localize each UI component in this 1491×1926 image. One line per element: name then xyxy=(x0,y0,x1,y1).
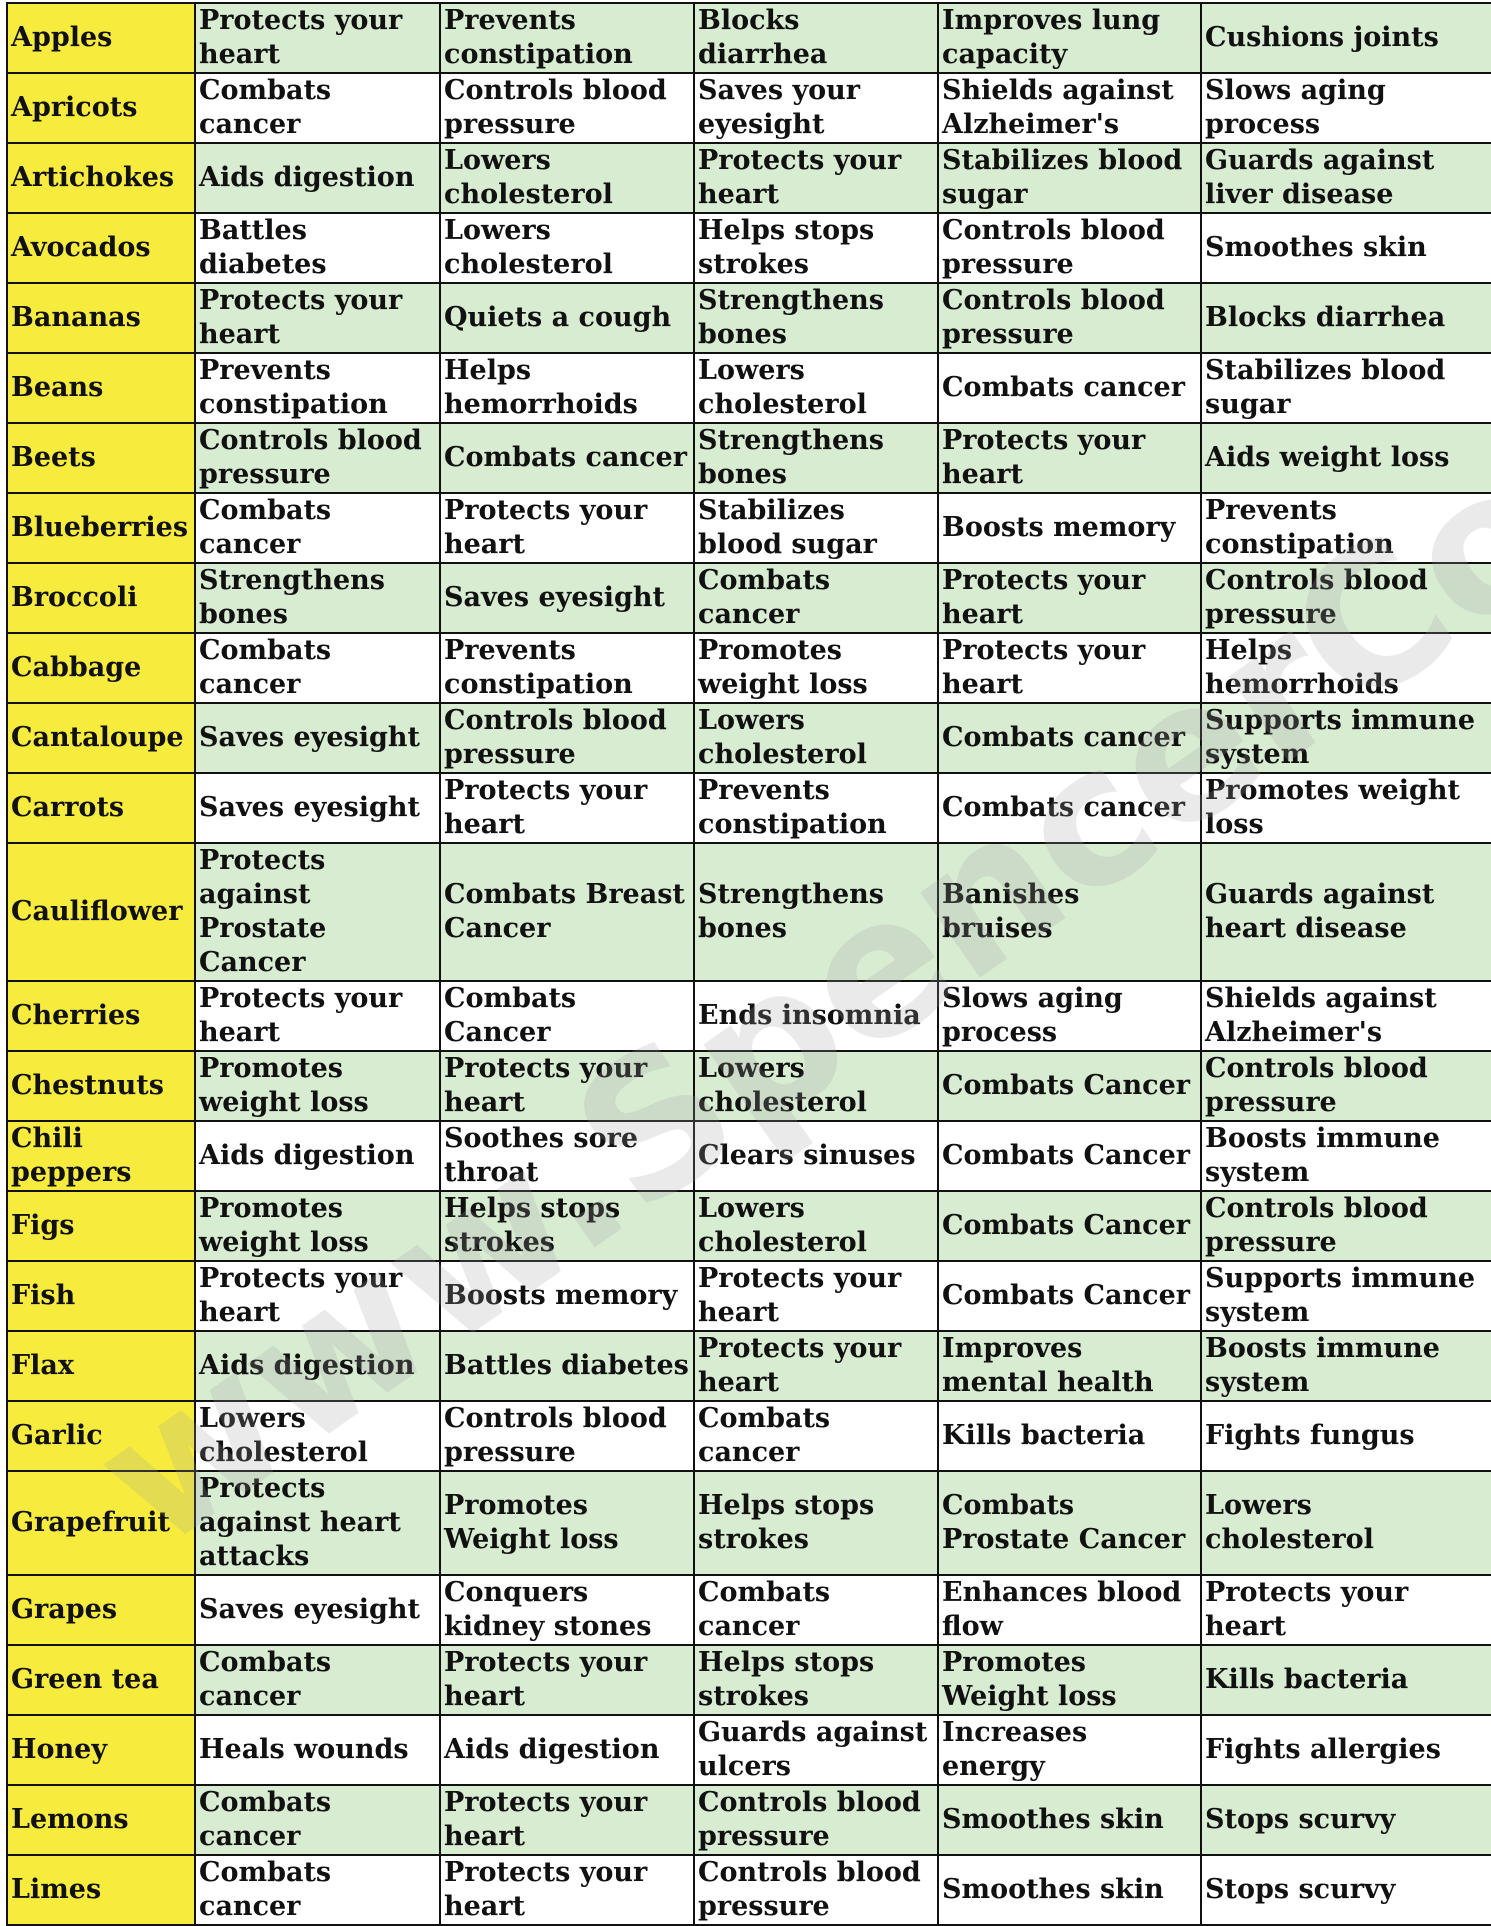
food-name-cell: Figs xyxy=(7,1191,195,1261)
benefit-cell: Protects your heart xyxy=(938,423,1201,493)
benefit-cell: Protects your heart xyxy=(1201,1575,1491,1645)
table-row xyxy=(7,1401,1491,1471)
food-name-cell: Apples xyxy=(7,3,195,73)
benefit-cell: Combats Cancer xyxy=(938,1121,1201,1191)
benefit-cell: Protects your heart xyxy=(195,3,440,73)
benefit-cell: Prevents constipation xyxy=(440,633,694,703)
benefit-cell: Strengthens bones xyxy=(694,423,938,493)
food-name-cell: Grapefruit xyxy=(7,1471,195,1575)
table-row xyxy=(7,1051,1491,1121)
benefit-cell: Prevents constipation xyxy=(440,3,694,73)
benefit-cell: Smoothes skin xyxy=(938,1855,1201,1925)
benefit-cell: Helps hemorrhoids xyxy=(1201,633,1491,703)
benefit-cell: Protects your heart xyxy=(440,1645,694,1715)
benefit-cell: Protects your heart xyxy=(195,283,440,353)
benefit-cell: Aids digestion xyxy=(195,143,440,213)
table-row xyxy=(7,1785,1491,1855)
food-name-cell: Limes xyxy=(7,1855,195,1925)
benefit-cell: Combats Breast Cancer xyxy=(440,843,694,981)
food-name-cell: Grapes xyxy=(7,1575,195,1645)
benefit-cell: Promotes weight loss xyxy=(195,1051,440,1121)
table-row xyxy=(7,1715,1491,1785)
benefit-cell: Stops scurvy xyxy=(1201,1785,1491,1855)
benefit-cell: Combats cancer xyxy=(440,423,694,493)
food-name-cell: Cherries xyxy=(7,981,195,1051)
table-row xyxy=(7,73,1491,143)
benefit-cell: Combats cancer xyxy=(694,1575,938,1645)
food-name-cell: Bananas xyxy=(7,283,195,353)
benefit-cell: Lowers cholesterol xyxy=(694,1191,938,1261)
benefit-cell: Saves eyesight xyxy=(195,773,440,843)
food-name-cell: Chili peppers xyxy=(7,1121,195,1191)
food-name-cell: Beets xyxy=(7,423,195,493)
benefit-cell: Controls blood pressure xyxy=(195,423,440,493)
benefit-cell: Combats Cancer xyxy=(938,1191,1201,1261)
food-benefits-table xyxy=(6,2,1491,1926)
benefit-cell: Battles diabetes xyxy=(440,1331,694,1401)
food-name-cell: Green tea xyxy=(7,1645,195,1715)
table-row xyxy=(7,1331,1491,1401)
benefit-cell: Supports immune system xyxy=(1201,703,1491,773)
benefit-cell: Saves your eyesight xyxy=(694,73,938,143)
benefit-cell: Controls blood pressure xyxy=(440,73,694,143)
benefit-cell: Lowers cholesterol xyxy=(440,213,694,283)
benefit-cell: Protects your heart xyxy=(440,1855,694,1925)
benefit-cell: Lowers cholesterol xyxy=(1201,1471,1491,1575)
table-row xyxy=(7,353,1491,423)
benefit-cell: Promotes Weight loss xyxy=(938,1645,1201,1715)
benefit-cell: Guards against ulcers xyxy=(694,1715,938,1785)
benefit-cell: Protects your heart xyxy=(440,1051,694,1121)
food-name-cell: Flax xyxy=(7,1331,195,1401)
benefit-cell: Protects your heart xyxy=(440,493,694,563)
benefit-cell: Aids digestion xyxy=(195,1331,440,1401)
table-row xyxy=(7,1855,1491,1925)
benefit-cell: Helps stops strokes xyxy=(694,213,938,283)
benefit-cell: Fights allergies xyxy=(1201,1715,1491,1785)
table-row xyxy=(7,773,1491,843)
benefit-cell: Stabilizes blood sugar xyxy=(1201,353,1491,423)
benefit-cell: Combats cancer xyxy=(694,1401,938,1471)
benefit-cell: Kills bacteria xyxy=(938,1401,1201,1471)
benefit-cell: Lowers cholesterol xyxy=(694,353,938,423)
benefit-cell: Saves eyesight xyxy=(195,1575,440,1645)
benefit-cell: Kills bacteria xyxy=(1201,1645,1491,1715)
benefit-cell: Enhances blood flow xyxy=(938,1575,1201,1645)
benefit-cell: Lowers cholesterol xyxy=(694,703,938,773)
table-row xyxy=(7,563,1491,633)
benefit-cell: Combats cancer xyxy=(938,773,1201,843)
benefit-cell: Controls blood pressure xyxy=(938,283,1201,353)
benefit-cell: Stabilizes blood sugar xyxy=(938,143,1201,213)
benefit-cell: Lowers cholesterol xyxy=(195,1401,440,1471)
benefit-cell: Slows aging process xyxy=(1201,73,1491,143)
benefit-cell: Controls blood pressure xyxy=(694,1855,938,1925)
benefit-cell: Strengthens bones xyxy=(195,563,440,633)
benefit-cell: Combats cancer xyxy=(195,1785,440,1855)
table-row xyxy=(7,1191,1491,1261)
benefit-cell: Shields against Alzheimer's xyxy=(938,73,1201,143)
benefit-cell: Blocks diarrhea xyxy=(694,3,938,73)
table-row xyxy=(7,633,1491,703)
benefit-cell: Slows aging process xyxy=(938,981,1201,1051)
food-name-cell: Broccoli xyxy=(7,563,195,633)
benefit-cell: Ends insomnia xyxy=(694,981,938,1051)
benefit-cell: Combats cancer xyxy=(195,1645,440,1715)
benefit-cell: Lowers cholesterol xyxy=(694,1051,938,1121)
benefit-cell: Smoothes skin xyxy=(1201,213,1491,283)
benefit-cell: Combats cancer xyxy=(195,73,440,143)
benefit-cell: Controls blood pressure xyxy=(1201,1051,1491,1121)
food-name-cell: Cauliflower xyxy=(7,843,195,981)
benefit-cell: Blocks diarrhea xyxy=(1201,283,1491,353)
benefit-cell: Boosts memory xyxy=(440,1261,694,1331)
table-row xyxy=(7,981,1491,1051)
benefit-cell: Aids digestion xyxy=(195,1121,440,1191)
benefit-cell: Protects your heart xyxy=(938,563,1201,633)
benefit-cell: Stabilizes blood sugar xyxy=(694,493,938,563)
benefit-cell: Fights fungus xyxy=(1201,1401,1491,1471)
benefit-cell: Combats Cancer xyxy=(938,1261,1201,1331)
food-name-cell: Cabbage xyxy=(7,633,195,703)
benefit-cell: Protects your heart xyxy=(694,1331,938,1401)
food-name-cell: Garlic xyxy=(7,1401,195,1471)
benefit-cell: Clears sinuses xyxy=(694,1121,938,1191)
table-row xyxy=(7,283,1491,353)
food-name-cell: Blueberries xyxy=(7,493,195,563)
benefit-cell: Conquers kidney stones xyxy=(440,1575,694,1645)
benefit-cell: Helps stops strokes xyxy=(694,1471,938,1575)
benefit-cell: Lowers cholesterol xyxy=(440,143,694,213)
table-body xyxy=(7,3,1491,1925)
benefit-cell: Guards against liver disease xyxy=(1201,143,1491,213)
benefit-cell: Protects your heart xyxy=(195,981,440,1051)
table-row xyxy=(7,703,1491,773)
benefit-cell: Aids digestion xyxy=(440,1715,694,1785)
table-row xyxy=(7,3,1491,73)
table-row xyxy=(7,493,1491,563)
benefit-cell: Promotes weight loss xyxy=(694,633,938,703)
benefit-cell: Combats cancer xyxy=(694,563,938,633)
benefit-cell: Controls blood pressure xyxy=(440,1401,694,1471)
table-row xyxy=(7,1121,1491,1191)
benefit-cell: Combats Prostate Cancer xyxy=(938,1471,1201,1575)
benefit-cell: Boosts memory xyxy=(938,493,1201,563)
benefit-cell: Promotes weight loss xyxy=(195,1191,440,1261)
table-row xyxy=(7,1471,1491,1575)
benefit-cell: Promotes weight loss xyxy=(1201,773,1491,843)
benefit-cell: Controls blood pressure xyxy=(1201,1191,1491,1261)
benefit-cell: Protects against Prostate Cancer xyxy=(195,843,440,981)
benefit-cell: Controls blood pressure xyxy=(1201,563,1491,633)
benefit-cell: Soothes sore throat xyxy=(440,1121,694,1191)
table-row xyxy=(7,843,1491,981)
benefit-cell: Smoothes skin xyxy=(938,1785,1201,1855)
benefit-cell: Protects your heart xyxy=(440,773,694,843)
benefit-cell: Prevents constipation xyxy=(694,773,938,843)
benefit-cell: Protects your heart xyxy=(938,633,1201,703)
benefit-cell: Guards against heart disease xyxy=(1201,843,1491,981)
benefit-cell: Controls blood pressure xyxy=(938,213,1201,283)
table-row xyxy=(7,1575,1491,1645)
food-name-cell: Apricots xyxy=(7,73,195,143)
benefit-cell: Protects your heart xyxy=(195,1261,440,1331)
benefit-cell: Prevents constipation xyxy=(1201,493,1491,563)
benefit-cell: Quiets a cough xyxy=(440,283,694,353)
benefit-cell: Combats cancer xyxy=(195,633,440,703)
benefit-cell: Protects your heart xyxy=(694,1261,938,1331)
food-name-cell: Lemons xyxy=(7,1785,195,1855)
benefit-cell: Boosts immune system xyxy=(1201,1121,1491,1191)
benefit-cell: Saves eyesight xyxy=(195,703,440,773)
benefit-cell: Strengthens bones xyxy=(694,843,938,981)
benefit-cell: Prevents constipation xyxy=(195,353,440,423)
table-row xyxy=(7,423,1491,493)
benefit-cell: Heals wounds xyxy=(195,1715,440,1785)
benefit-cell: Controls blood pressure xyxy=(440,703,694,773)
food-name-cell: Chestnuts xyxy=(7,1051,195,1121)
benefit-cell: Strengthens bones xyxy=(694,283,938,353)
benefit-cell: Supports immune system xyxy=(1201,1261,1491,1331)
benefit-cell: Combats cancer xyxy=(195,1855,440,1925)
table-row xyxy=(7,1645,1491,1715)
table-row xyxy=(7,1261,1491,1331)
table-row xyxy=(7,213,1491,283)
benefit-cell: Shields against Alzheimer's xyxy=(1201,981,1491,1051)
food-name-cell: Carrots xyxy=(7,773,195,843)
benefit-cell: Controls blood pressure xyxy=(694,1785,938,1855)
benefit-cell: Helps stops strokes xyxy=(440,1191,694,1261)
benefit-cell: Combats cancer xyxy=(195,493,440,563)
food-name-cell: Avocados xyxy=(7,213,195,283)
page xyxy=(6,2,1491,1922)
benefit-cell: Banishes bruises xyxy=(938,843,1201,981)
benefit-cell: Protects your heart xyxy=(694,143,938,213)
benefit-cell: Combats Cancer xyxy=(440,981,694,1051)
benefit-cell: Saves eyesight xyxy=(440,563,694,633)
table-row xyxy=(7,143,1491,213)
benefit-cell: Boosts immune system xyxy=(1201,1331,1491,1401)
benefit-cell: Improves mental health xyxy=(938,1331,1201,1401)
benefit-cell: Aids weight loss xyxy=(1201,423,1491,493)
benefit-cell: Protects your heart xyxy=(440,1785,694,1855)
benefit-cell: Promotes Weight loss xyxy=(440,1471,694,1575)
benefit-cell: Stops scurvy xyxy=(1201,1855,1491,1925)
benefit-cell: Increases energy xyxy=(938,1715,1201,1785)
benefit-cell: Battles diabetes xyxy=(195,213,440,283)
food-name-cell: Artichokes xyxy=(7,143,195,213)
food-name-cell: Fish xyxy=(7,1261,195,1331)
food-name-cell: Beans xyxy=(7,353,195,423)
benefit-cell: Improves lung capacity xyxy=(938,3,1201,73)
food-name-cell: Cantaloupe xyxy=(7,703,195,773)
food-name-cell: Honey xyxy=(7,1715,195,1785)
benefit-cell: Helps hemorrhoids xyxy=(440,353,694,423)
benefit-cell: Helps stops strokes xyxy=(694,1645,938,1715)
benefit-cell: Combats Cancer xyxy=(938,1051,1201,1121)
benefit-cell: Cushions joints xyxy=(1201,3,1491,73)
benefit-cell: Combats cancer xyxy=(938,703,1201,773)
benefit-cell: Protects against heart attacks xyxy=(195,1471,440,1575)
benefit-cell: Combats cancer xyxy=(938,353,1201,423)
